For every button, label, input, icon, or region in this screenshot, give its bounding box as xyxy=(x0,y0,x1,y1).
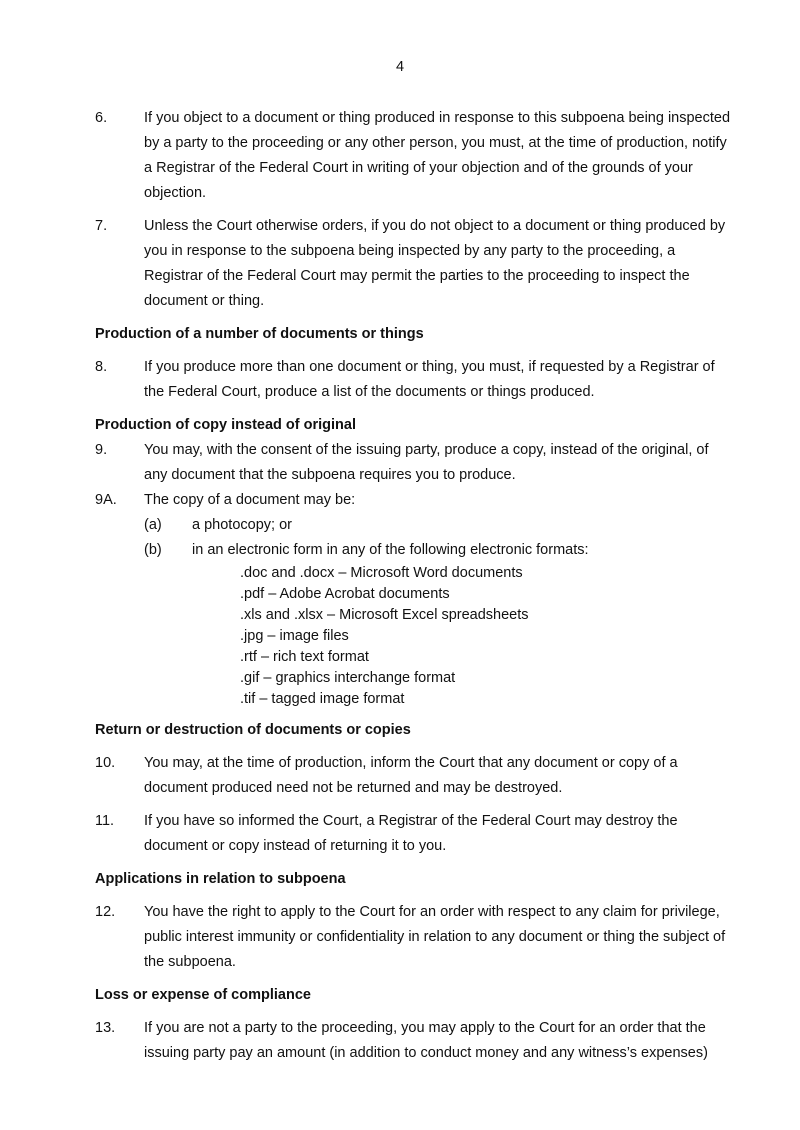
paragraph-number: 7. xyxy=(95,218,108,234)
format-item: .gif – graphics interchange format xyxy=(240,670,456,686)
subparagraph-a xyxy=(95,513,735,538)
paragraph-text: You have the right to apply to the Court for an order with respect to any claim for privilege, public interest immunity or confidentiality in relation to any document or thing the subject of the subpoena. xyxy=(144,904,726,970)
subparagraph-label: (a) xyxy=(144,517,162,533)
section-heading: Production of a number of documents or things xyxy=(95,326,424,342)
paragraph-number: 9. xyxy=(95,442,108,458)
format-item: .tif – tagged image format xyxy=(240,691,405,707)
paragraph-number: 10. xyxy=(95,755,116,771)
paragraph-10 xyxy=(95,751,735,801)
subparagraph-text: a photocopy; or xyxy=(192,517,292,533)
paragraph-number: 12. xyxy=(95,904,116,920)
paragraph-text: If you produce more than one document or thing, you must, if requested by a Registrar of the Federal Court, produce a list of the documents or things produced. xyxy=(144,359,715,400)
paragraph-11 xyxy=(95,809,735,859)
electronic-formats-list xyxy=(95,563,735,710)
page-number: 4 xyxy=(395,59,405,75)
paragraph-number: 9A. xyxy=(95,492,117,508)
section-heading: Loss or expense of compliance xyxy=(95,987,311,1003)
paragraph-6 xyxy=(95,106,735,206)
paragraph-text: The copy of a document may be: xyxy=(144,492,356,508)
paragraph-text: If you are not a party to the proceeding, you may apply to the Court for an order that the issuing party pay an amount (in addition to conduct money and any witness’s expenses) xyxy=(144,1020,708,1061)
paragraph-12 xyxy=(95,900,735,975)
paragraph-number: 13. xyxy=(95,1020,116,1036)
paragraph-number: 8. xyxy=(95,359,108,375)
paragraph-9a xyxy=(95,488,735,513)
paragraph-text: Unless the Court otherwise orders, if you do not object to a document or thing produced by you in response to the subpoena being inspected by any party to the proceeding, a Registrar of the Federal Court may permit the parties to the proceeding to inspect the document or thing. xyxy=(144,218,726,309)
paragraph-13 xyxy=(95,1016,735,1066)
section-heading: Production of copy instead of original xyxy=(95,417,357,433)
paragraph-text: You may, with the consent of the issuing party, produce a copy, instead of the original, of any document that the subpoena requires you to produce. xyxy=(144,442,709,483)
format-item: .rtf – rich text format xyxy=(240,649,369,665)
section-heading: Return or destruction of documents or copies xyxy=(95,722,411,738)
format-item: .jpg – image files xyxy=(240,628,349,644)
format-item: .xls and .xlsx – Microsoft Excel spreadsheets xyxy=(240,607,529,623)
subparagraph-text: in an electronic form in any of the following electronic formats: xyxy=(192,542,589,558)
paragraph-text: If you have so informed the Court, a Registrar of the Federal Court may destroy the document or copy instead of returning it to you. xyxy=(144,813,678,854)
document-body xyxy=(95,106,735,1074)
format-item: .pdf – Adobe Acrobat documents xyxy=(240,586,450,602)
paragraph-7 xyxy=(95,214,735,314)
paragraph-8 xyxy=(95,355,735,405)
paragraph-number: 6. xyxy=(95,110,108,126)
subparagraph-label: (b) xyxy=(144,542,162,558)
paragraph-text: If you object to a document or thing produced in response to this subpoena being inspected by a party to the proceeding or any other person, you must, at the time of production, notify a Registrar of the Federal Court in writing of your objection and of the grounds of your objection. xyxy=(144,110,731,201)
section-heading: Applications in relation to subpoena xyxy=(95,871,346,887)
paragraph-number: 11. xyxy=(95,813,115,829)
paragraph-9 xyxy=(95,438,735,488)
subparagraph-b xyxy=(95,538,735,563)
format-item: .doc and .docx – Microsoft Word documents xyxy=(240,565,523,581)
paragraph-text: You may, at the time of production, inform the Court that any document or copy of a document produced need not be returned and may be destroyed. xyxy=(144,755,678,796)
